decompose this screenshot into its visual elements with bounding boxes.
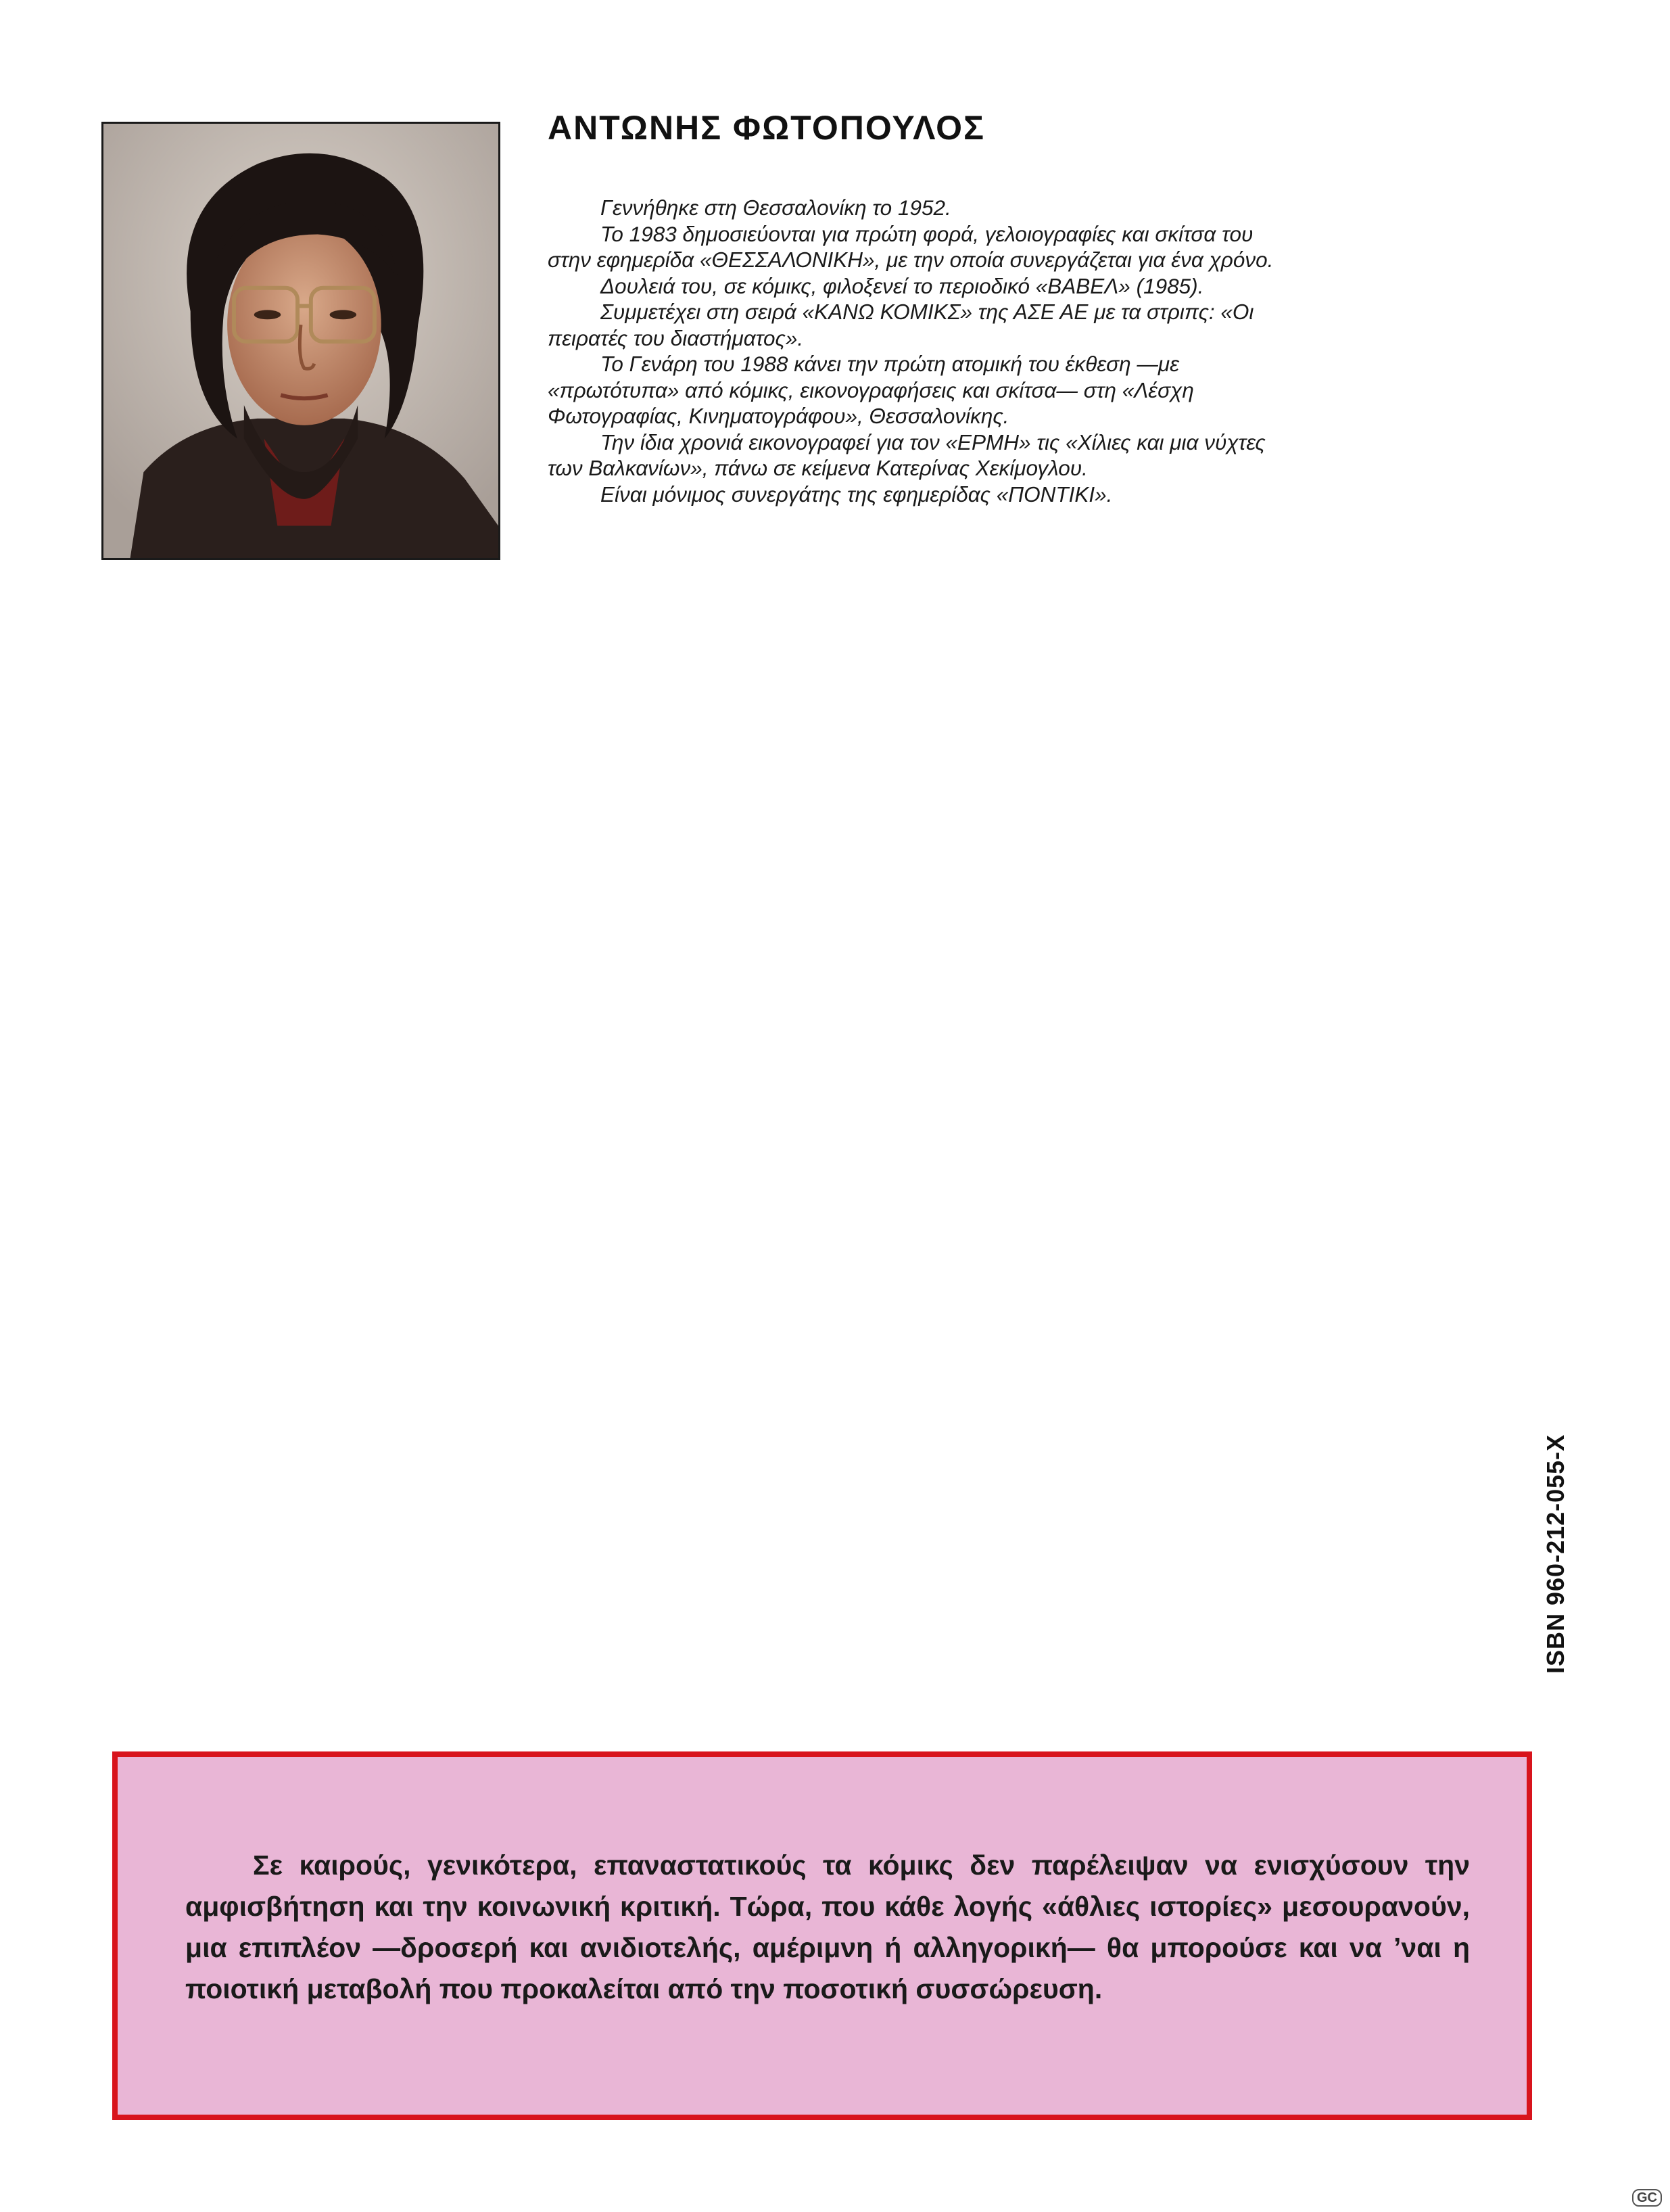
bio-paragraph: Συμμετέχει στη σειρά «ΚΑΝΩ ΚΟΜΙΚΣ» της ΑΣΕ ΑΕ με τα στριπς: «Οι πειρατές του διαστήματος». — [548, 300, 1254, 350]
bio-paragraph: Την ίδια χρονιά εικονογραφεί για τον «ΕΡΜΗ» τις «Χίλιες και μια νύχτες των Βαλκανίων», πάνω σε κείμενα Κατερίνας Χεκίμογλου. — [548, 429, 1266, 480]
author-name-heading: ΑΝΤΩΝΗΣ ΦΩΤΟΠΟΥΛΟΣ — [548, 109, 986, 147]
author-bio-section — [548, 108, 1278, 507]
bio-paragraph: Το 1983 δημοσιεύονται για πρώτη φορά, γελοιογραφίες και σκίτσα του στην εφημερίδα «ΘΕΣΣΑΛΟΝΙΚΗ», με την οποία συνεργάζεται για ένα χρόνο. — [548, 221, 1274, 272]
bio-paragraph: Το Γενάρη του 1988 κάνει την πρώτη ατομική του έκθεση —με «πρωτότυπα» από κόμικς, εικονογραφήσεις και σκίτσα— στη «Λέσχη Φωτογραφίας, Κινηματογράφου», Θεσσαλονίκης. — [548, 352, 1194, 428]
blurb-text: Σε καιρούς, γενικότερα, επαναστατικούς τα κόμικς δεν παρέλειψαν να ενισχύσουν την αμφισβήτηση και την κοινωνική κριτική. Τώρα, που κάθε λογής «άθλιες ιστορίες» μεσουρανούν, μια επιπλέον —δροσερή και ανιδιοτελής, αμέριμνη ή αλληγορική— θα μπορούσε και να ’ναι η ποιοτική μεταβολή που προκαλείται από την ποσοτική συσσώρευση. — [185, 1850, 1470, 2004]
bio-text — [548, 195, 1278, 507]
bio-paragraph: Είναι μόνιμος συνεργάτης της εφημερίδας «ΠΟΝΤΙΚΙ». — [600, 481, 1113, 507]
author-photo — [101, 122, 500, 560]
isbn-label: ISBN 960-212-055-X — [1542, 1434, 1569, 1674]
bio-paragraph: Δουλειά του, σε κόμικς, φιλοξενεί το περιοδικό «ΒΑΒΕΛ» (1985). — [600, 273, 1204, 298]
author-portrait-icon — [103, 124, 498, 558]
scanner-corner-mark: GC — [1632, 2189, 1662, 2207]
blurb-box — [112, 1751, 1532, 2120]
bio-paragraph: Γεννήθηκε στη Θεσσαλονίκη το 1952. — [600, 195, 951, 220]
